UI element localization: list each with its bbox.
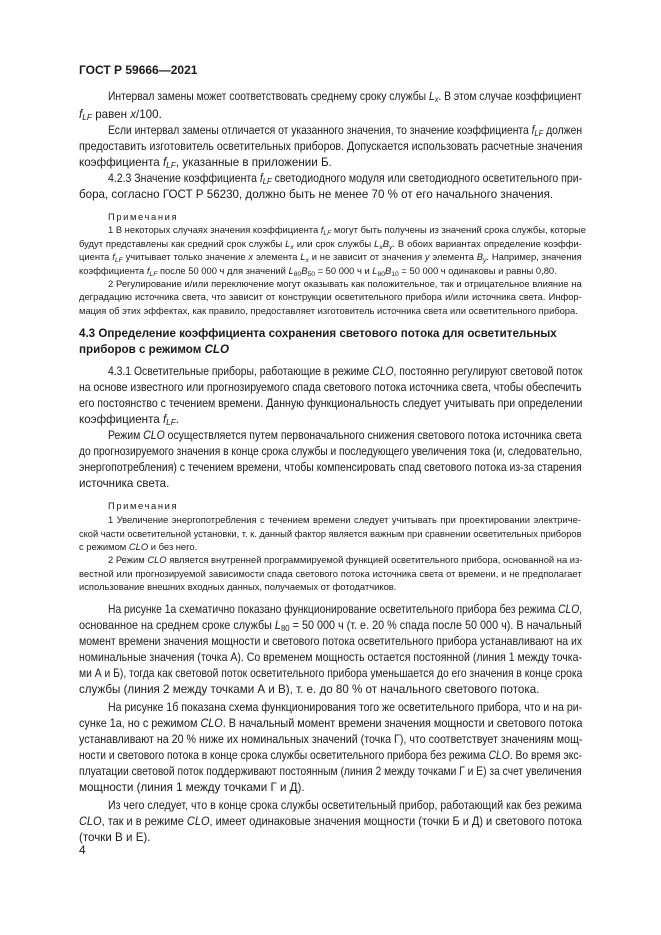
formatted-fragment: B [385, 265, 392, 276]
formatted-fragment: L [428, 90, 435, 103]
formatted-fragment: L [274, 619, 281, 632]
formatted-fragment: CLO [186, 815, 210, 828]
text-fragment: приборов с режимом [79, 343, 205, 356]
body-text-line [79, 636, 582, 648]
note-text-line [79, 239, 582, 250]
formatted-fragment: Примечания [108, 500, 179, 511]
text-fragment: и не зависит от значения [308, 251, 425, 262]
formatted-fragment: x [290, 243, 294, 251]
body-text-line [79, 684, 539, 696]
text-fragment: предоставить изготовитель осветительных приборов. Допускается использовать расчетные значения [79, 140, 583, 153]
formatted-fragment: L [374, 238, 380, 249]
formatted-fragment: x [305, 256, 309, 264]
body-text-line [79, 446, 582, 458]
formatted-fragment: x [130, 108, 136, 121]
text-fragment: , постоянно регулируют световой поток [393, 365, 583, 378]
formatted-fragment: Примечания [108, 211, 179, 222]
formatted-fragment: CLO [79, 815, 102, 828]
body-text-line [108, 702, 582, 714]
formatted-fragment: f [146, 265, 150, 276]
body-text-line [79, 832, 151, 844]
text-fragment: 1 В некоторых случаях значения коэффициента [108, 224, 321, 235]
text-fragment: (точки В и Е). [79, 831, 151, 844]
text-fragment: . Например, значения [486, 251, 582, 262]
text-fragment: бора, согласно ГОСТ Р 56230, должно быть не менее 70 % от его начального значения. [79, 188, 554, 201]
text-fragment: равен [91, 108, 131, 121]
text-fragment: сунке 1а, но с режимом [79, 717, 201, 730]
text-fragment: ности и светового потока в конце срока службы осветительного прибора без режима [79, 749, 489, 762]
body-text-line [108, 800, 582, 812]
text-fragment: элемента [253, 251, 301, 262]
formatted-fragment: LF [82, 112, 92, 123]
formatted-fragment: y [388, 243, 393, 251]
text-fragment: мация об этих эффектах, как правило, предоставляет изготовитель источника света или осветительного прибора. [79, 305, 578, 316]
formatted-fragment: B [382, 238, 389, 249]
text-fragment: после 50 000 ч для значений [157, 265, 289, 276]
text-fragment: плуатации световой поток поддерживают постоянным (линия 2 между точками Г и Е) за счет увеличения [79, 765, 582, 778]
formatted-fragment: B [476, 251, 484, 262]
note-text-line [79, 542, 197, 551]
formatted-fragment: f [320, 224, 324, 235]
text-fragment: энергопотребления) с течением времени, чтобы компенсировать спад светового потока из-за старения [79, 461, 582, 474]
text-fragment: , [579, 603, 583, 616]
formatted-fragment: CLO [143, 429, 165, 442]
formatted-fragment: x [379, 243, 383, 251]
text-fragment: номинальные значения (точка А). Со временем мощность остается постоянной (линия 1 между точка- [79, 651, 582, 664]
section-heading-line [79, 344, 229, 356]
body-text-line [79, 766, 582, 778]
body-text-line [79, 109, 162, 121]
formatted-fragment: L [285, 238, 291, 249]
text-fragment: светодиодного модуля или светодиодного осветительного при- [271, 172, 583, 185]
formatted-fragment: 80 [377, 270, 386, 278]
formatted-fragment: f [531, 124, 535, 137]
text-fragment: На рисунке 1б показана схема функционирования того же осветительного прибора, что и на ри- [108, 701, 583, 714]
text-fragment: = 50 000 ч и [315, 265, 373, 276]
note-text-line [108, 501, 178, 510]
note-text-line [79, 266, 557, 277]
note-text-line [79, 582, 396, 591]
note-text-line [108, 555, 582, 564]
body-text-line [79, 189, 553, 201]
body-text-line [79, 734, 582, 746]
text-fragment: должен [543, 124, 583, 137]
body-text-line [79, 462, 582, 474]
formatted-fragment: x [434, 94, 439, 105]
formatted-fragment: LF [534, 128, 544, 139]
formatted-fragment: B [301, 265, 308, 276]
body-text-line [108, 366, 582, 378]
body-text-line [79, 750, 582, 762]
formatted-fragment: L [300, 251, 306, 262]
formatted-fragment: LF [323, 229, 332, 237]
text-fragment: коэффициента [79, 265, 147, 276]
body-text-line [79, 620, 582, 632]
text-fragment: На рисунке 1а схематично показано функционирование осветительного прибора без режима [108, 603, 559, 616]
note-text-line [79, 252, 582, 263]
formatted-fragment: f [112, 251, 115, 262]
text-fragment: учитывает только значение [122, 251, 249, 262]
note-text-line [108, 212, 178, 221]
text-fragment: ми А и Б), тогда как световой поток осветительного прибора уменьшается до его значения в конце срока [79, 667, 583, 680]
text-fragment: 4.2.3 Значение коэффициента [108, 172, 260, 185]
text-fragment: вестной или прогнозируемой зависимости спада светового потока источника света от времени, и не предполагает [79, 568, 582, 579]
text-fragment: и без него. [148, 541, 198, 552]
text-fragment: будут представлены как средний срок службы [79, 238, 286, 249]
body-text-line [79, 157, 332, 169]
text-fragment: , указанные в приложении Б. [175, 156, 332, 169]
text-fragment: , так и в режиме [101, 815, 187, 828]
section-heading-line [79, 328, 557, 340]
text-fragment: циента [79, 251, 113, 262]
formatted-fragment: 80 [280, 623, 290, 634]
body-text-line [79, 414, 179, 426]
body-text-line [79, 668, 582, 680]
text-fragment: является внутренней программируемой функцией осветительного прибора, основанной на из- [166, 554, 583, 565]
body-text-line [79, 816, 582, 828]
body-text-line [79, 478, 169, 490]
body-text-line [79, 718, 582, 730]
formatted-fragment: CLO [147, 554, 167, 565]
note-text-line [79, 306, 578, 315]
text-fragment: ской части осветительной установки, т. к. данный фактор является важным при сравнении осветительных приборов [79, 528, 582, 539]
body-text-line [79, 782, 305, 794]
text-fragment: 1 Увеличение энергопотребления с течением времени следует учитывать при проектировании электриче- [108, 514, 581, 525]
formatted-fragment: CLO [372, 365, 394, 378]
body-text-line [79, 382, 582, 394]
text-fragment: , имеет одинаковые значения мощности (точки Б и Д) и светового потока [209, 815, 582, 828]
body-text-line [108, 430, 582, 442]
formatted-fragment: f [162, 413, 167, 426]
formatted-fragment: y [483, 256, 487, 264]
text-fragment: . В начальный момент времени значения мощности и светового потока [222, 717, 583, 730]
text-fragment: осуществляется путем первоначального снижения светового потока источника света [164, 429, 582, 442]
text-fragment: основанное на среднем сроке службы [79, 619, 275, 632]
note-text-line [79, 292, 582, 301]
text-fragment: службы (линия 2 между точками А и В), т. е. до 80 % от начального светового потока. [79, 683, 540, 696]
text-fragment: источника света. [79, 477, 170, 490]
formatted-fragment: LF [114, 256, 123, 264]
formatted-fragment: f [79, 108, 83, 121]
formatted-fragment: f [259, 172, 263, 185]
text-fragment: Из чего следует, что в конце срока службы осветительный прибор, работающий как без режима [108, 799, 582, 812]
text-fragment: /100. [136, 108, 162, 121]
note-text-line [108, 279, 582, 288]
text-fragment: . Во время экс- [509, 749, 582, 762]
body-text-line [79, 652, 582, 664]
text-fragment: 2 Регулирование и/или переключение могут оказывать как положительное, так и отрицательное влияние на [108, 278, 582, 289]
formatted-fragment: CLO [558, 603, 580, 616]
formatted-fragment: LF [149, 270, 158, 278]
text-fragment: коэффициента [79, 156, 163, 169]
formatted-fragment: 10 [391, 270, 399, 278]
text-fragment: элемента [429, 251, 477, 262]
text-fragment: использование внешних входных данных, получаемых от фотодатчиков. [79, 581, 397, 592]
body-text-line [108, 604, 582, 616]
text-fragment: момент времени значения мощности и светового потока осветительного прибора устанавливают на их [79, 635, 583, 648]
text-fragment: Режим [108, 429, 144, 442]
formatted-fragment: 80 [293, 270, 302, 278]
formatted-fragment: CLO [128, 541, 149, 552]
note-text-line [79, 529, 582, 538]
formatted-fragment: L [288, 265, 294, 276]
standard-header: ГОСТ Р 59666—2021 [79, 63, 198, 77]
text-fragment: . В этом случае коэффициент [438, 90, 582, 103]
note-text-line [108, 515, 581, 524]
body-text-line [108, 173, 582, 185]
formatted-fragment: CLO [204, 343, 229, 356]
formatted-fragment: CLO [488, 749, 510, 762]
text-fragment: или срок службы [293, 238, 375, 249]
text-fragment: 2 Режим [108, 554, 148, 565]
note-text-line [79, 569, 582, 578]
text-fragment: 4.3.1 Осветительные приборы, работающие в режиме [108, 365, 373, 378]
text-fragment: = 50 000 ч (т. е. 20 % спада после 50 000 ч). В начальный [289, 619, 582, 632]
formatted-fragment: 50 [307, 270, 315, 278]
formatted-fragment: x [248, 251, 254, 262]
body-text-line [108, 91, 582, 103]
body-text-line [79, 141, 582, 153]
text-fragment: могут быть получены из значений срока службы, которые [331, 224, 586, 235]
text-fragment: на основе известного или прогнозируемого спада светового потока источника света, чтобы обеспечить [79, 381, 582, 394]
text-fragment: = 50 000 ч одинаковы и равны 0,80. [398, 265, 557, 276]
body-text-line [79, 398, 582, 410]
formatted-fragment: f [162, 156, 167, 169]
text-fragment: деградацию источника света, что зависит от конструкции осветительного прибора и/или источника света. Инфор- [79, 291, 582, 302]
text-fragment: . В обоих вариантах определение коэффи- [392, 238, 582, 249]
formatted-fragment: CLO [200, 717, 223, 730]
text-fragment: Если интервал замены отличается от указанного значения, то значение коэффициента [108, 124, 532, 137]
text-fragment: устанавливают на 20 % ниже их номинальных значений (точка Г), что соответствует значениям мощ- [79, 733, 583, 746]
formatted-fragment: LF [166, 160, 176, 171]
formatted-fragment: L [372, 265, 378, 276]
page-number: 4 [79, 843, 86, 857]
text-fragment: Интервал замены может соответствовать среднему сроку службы [108, 90, 429, 103]
text-fragment: до прогнозируемого значения в конце срока службы и последующего увеличения тока (и, следовательно, [79, 445, 583, 458]
text-fragment: его постоянство с течением времени. Данную функциональность следует учитывать при определении [79, 397, 583, 410]
formatted-fragment: LF [262, 176, 272, 187]
note-text-line [108, 225, 586, 236]
text-fragment: 4.3 Определение коэффициента сохранения светового потока для осветительных [79, 327, 557, 340]
formatted-fragment: y [424, 251, 430, 262]
text-fragment: мощности (линия 1 между точками Г и Д). [79, 781, 305, 794]
text-fragment: с режимом [79, 541, 129, 552]
text-fragment: . [175, 413, 180, 426]
body-text-line [108, 125, 582, 137]
formatted-fragment: LF [166, 417, 176, 428]
text-fragment: коэффициента [79, 413, 163, 426]
